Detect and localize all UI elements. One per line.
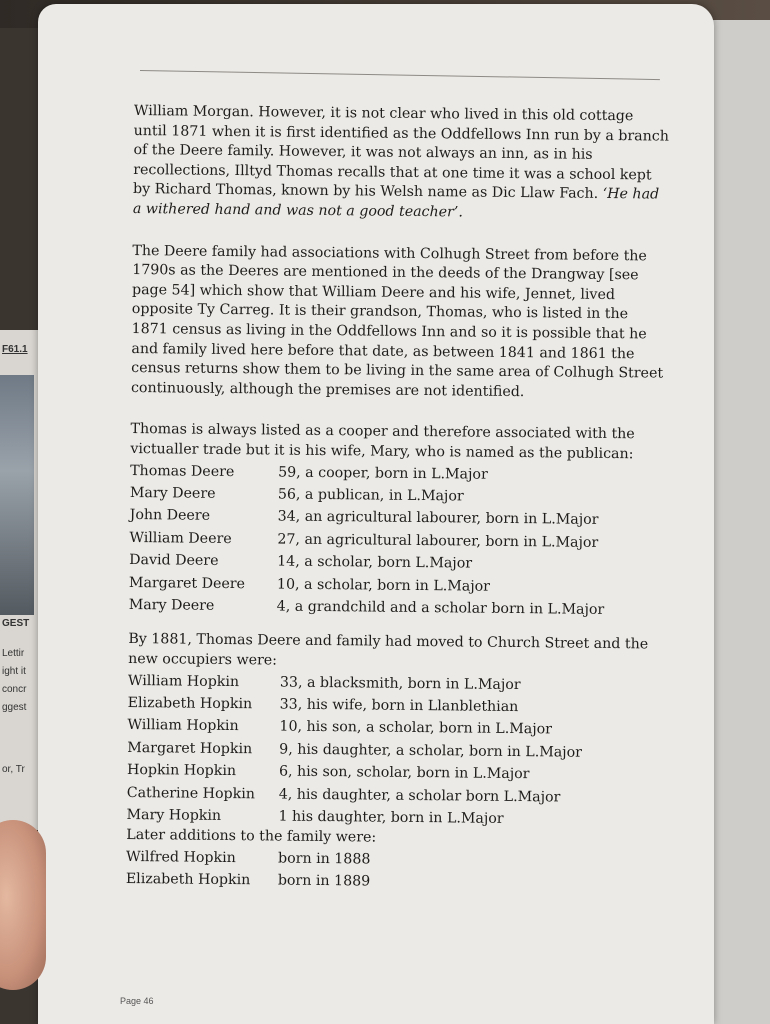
person-details: 4, his daughter, a scholar born L.Major [278,786,561,806]
person-details: 10, a scholar, born in L.Major [276,576,491,595]
header-rule [140,70,660,80]
person-name: Mary Deere [129,484,216,502]
left-fragment: concr [2,684,27,695]
paragraph-hopkin-intro: By 1881, Thomas Deere and family had moved to Church Street and the new occupiers were: [128,631,649,669]
person-details: 10, his son, a scholar, born in L.Major [279,718,553,738]
person-name: Catherine Hopkin [126,784,256,802]
person-name: William Hopkin [127,717,239,735]
person-name: Mary Deere [128,596,215,614]
person-details: born in 1889 [277,872,371,890]
paragraph-publican: Thomas is always listed as a cooper and therefore associated with the victualler trade but it is his wife, Mary, who is named as the publican: [130,421,635,463]
person-name: Thomas Deere [130,462,235,480]
person-details: 56, a publican, in L.Major [277,486,464,505]
person-name: Mary Hopkin [126,806,222,824]
left-fragment: GEST [2,618,30,629]
person-details: 4, a grandchild and a scholar born in L.Major [276,598,605,618]
person-details: 34, an agricultural labourer, born in L.Major [277,508,599,529]
person-name: Wilfred Hopkin [126,848,236,867]
person-name: Hopkin Hopkin [126,762,237,780]
thumb [0,820,46,990]
person-name: Margaret Deere [128,574,246,592]
left-fragment: F61.1 [2,344,28,355]
left-fragment: ggest [2,702,27,713]
person-details: 6, his son, scholar, born in L.Major [278,763,530,783]
deere-household-list [129,459,606,621]
left-page-photo [0,375,34,615]
person-name: Margaret Hopkin [127,739,253,758]
paragraph-deere-history: The Deere family had associations with Colhugh Street from before the 1790s as the Deeres are mentioned in the deeds of the Drangway [see page 54] which show that William Deere and his wife, Jennet, lived opposite Ty Carreg. It is their grandson, Thomas, who is listed in the 1871 census as living in the Oddfellows Inn and so it is possible that he and family lived here before that date, as between 1841 and 1861 the census returns show them to be living in the same area of Colhugh Street continuously, although the premises are not identified. [130,242,664,400]
person-details: 9, his daughter, a scholar, born in L.Major [279,741,583,761]
hopkin-household-list [126,670,582,832]
person-name: John Deere [129,507,211,525]
left-fragment: ight it [2,666,26,677]
person-details: born in 1888 [278,850,371,868]
person-name: Elizabeth Hopkin [127,694,253,713]
page-number: Page 46 [120,996,154,1006]
person-details: 59, a cooper, born in L.Major [278,464,488,483]
person-details: 1 his daughter, born in L.Major [278,808,504,827]
paragraph-intro [133,102,670,225]
person-details: 27, an agricultural labourer, born in L.Major [277,531,599,551]
paragraph-later-additions: Later additions to the family were: [126,827,377,846]
person-details: 33, his wife, born in Llanblethian [279,696,519,715]
person-details: 33, a blacksmith, born in L.Major [279,674,521,693]
person-name: David Deere [129,552,219,570]
quote: ‘He had a withered hand and was not a good teacher’. [132,186,660,221]
person-details: 14, a scholar, born L.Major [277,553,473,572]
person-name: William Hopkin [127,672,240,690]
page-body [126,102,670,896]
person-name: William Deere [129,529,232,547]
left-fragment: or, Tr [2,764,25,775]
left-fragment: Lettir [2,648,25,659]
later-additions-list [126,846,371,893]
book-page [38,4,714,1024]
person-name: Elizabeth Hopkin [125,871,251,889]
list-item [126,868,371,893]
list-item [126,846,371,871]
paragraph-text: William Morgan. However, it is not clear who lived in this old cottage until 1871 when it is first identified as the Oddfellows Inn run by a branch of the Deere family. However, it was not always an inn, as in his recollections, Illtyd Thomas recalls that at one time it was a school kept by Richard Thomas, known by his Welsh name as Dic Llaw Fach. [133,102,669,203]
